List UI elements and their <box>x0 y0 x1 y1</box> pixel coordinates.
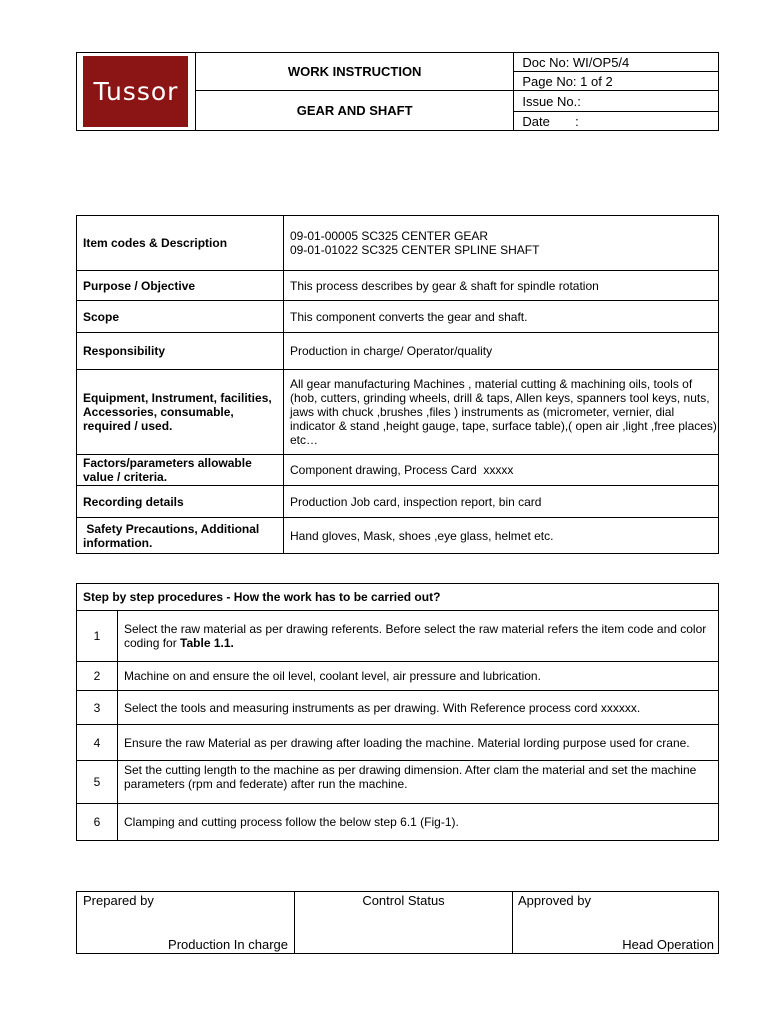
info-label: Purpose / Objective <box>77 271 284 301</box>
procedure-step <box>77 662 719 691</box>
step-number: 6 <box>77 804 118 841</box>
approved-label: Approved by <box>518 893 591 908</box>
approved-cell <box>513 892 719 954</box>
info-label: Recording details <box>77 486 284 518</box>
procedure-step <box>77 611 719 662</box>
step-text: Machine on and ensure the oil level, coolant level, air pressure and lubrication. <box>118 662 719 691</box>
issue-number: Issue No.: <box>514 91 719 112</box>
procedure-step <box>77 761 719 804</box>
info-row <box>77 216 719 271</box>
procedure-step <box>77 804 719 841</box>
document-subtitle: GEAR AND SHAFT <box>195 91 513 131</box>
info-label: Equipment, Instrument, facilities, Accessories, consumable, required / used. <box>77 370 284 455</box>
step-number: 2 <box>77 662 118 691</box>
item-info-table <box>76 215 719 554</box>
info-row <box>77 518 719 554</box>
info-label: Factors/parameters allowable value / criteria. <box>77 455 284 486</box>
info-row <box>77 301 719 333</box>
step-text <box>118 611 719 662</box>
company-logo <box>83 56 188 127</box>
info-row <box>77 486 719 518</box>
step-number: 4 <box>77 725 118 761</box>
info-label: Item codes & Description <box>77 216 284 271</box>
info-value-line: 09-01-01022 SC325 CENTER SPLINE SHAFT <box>290 243 540 257</box>
logo-text: Tussor <box>93 77 179 106</box>
info-row <box>77 370 719 455</box>
info-value: This process describes by gear & shaft for spindle rotation <box>284 271 719 301</box>
control-status-label: Control Status <box>362 893 445 908</box>
page-number: Page No: 1 of 2 <box>514 72 719 91</box>
info-value <box>284 216 719 271</box>
control-cell <box>295 892 513 954</box>
step-number: 1 <box>77 611 118 662</box>
info-value: Production Job card, inspection report, bin card <box>284 486 719 518</box>
prepared-by: Production In charge <box>168 937 288 952</box>
step-number: 3 <box>77 691 118 725</box>
info-row <box>77 271 719 301</box>
info-value-line: 09-01-00005 SC325 CENTER GEAR <box>290 229 489 243</box>
info-label: Scope <box>77 301 284 333</box>
info-value: Hand gloves, Mask, shoes ,eye glass, helmet etc. <box>284 518 719 554</box>
info-row <box>77 455 719 486</box>
info-row <box>77 333 719 370</box>
document-title: WORK INSTRUCTION <box>195 53 513 91</box>
procedure-step <box>77 725 719 761</box>
step-text: Select the tools and measuring instruments as per drawing. With Reference process cord xxxxxx. <box>118 691 719 725</box>
info-label: Safety Precautions, Additional information. <box>77 518 284 554</box>
procedure-heading: Step by step procedures - How the work has to be carried out? <box>77 584 719 611</box>
info-value: All gear manufacturing Machines , material cutting & machining oils, tools of (hob, cutters, grinding wheels, drill & taps, Allen keys, spanners tool keys, nuts, jaws with chuck ,brushes ,files ) instruments as (micrometer, vernier, dial indicator & stand ,height gauge, tape, surface table),( open air ,light ,free places) etc… <box>284 370 719 455</box>
prepared-label: Prepared by <box>83 893 154 908</box>
info-value: Production in charge/ Operator/quality <box>284 333 719 370</box>
step-text: Ensure the raw Material as per drawing after loading the machine. Material lording purpose used for crane. <box>118 725 719 761</box>
procedure-step <box>77 691 719 725</box>
step-text-bold: Table 1.1. <box>180 636 234 650</box>
step-text-body: Select the raw material as per drawing referents. Before select the raw material refers the item code and color coding for <box>124 622 707 650</box>
info-label: Responsibility <box>77 333 284 370</box>
issue-date: Date : <box>514 112 719 131</box>
approved-by: Head Operation <box>622 937 714 952</box>
info-value: This component converts the gear and shaft. <box>284 301 719 333</box>
step-number: 5 <box>77 761 118 804</box>
doc-number: Doc No: WI/OP5/4 <box>514 53 719 72</box>
procedure-table <box>76 583 719 841</box>
step-text: Set the cutting length to the machine as per drawing dimension. After clam the material and set the machine parameters (rpm and federate) after run the machine. <box>118 761 719 804</box>
info-value: Component drawing, Process Card xxxxx <box>284 455 719 486</box>
step-text: Clamping and cutting process follow the below step 6.1 (Fig-1). <box>118 804 719 841</box>
prepared-cell <box>77 892 295 954</box>
logo-cell <box>77 53 196 131</box>
document-header <box>76 52 719 131</box>
approval-footer <box>76 891 719 954</box>
